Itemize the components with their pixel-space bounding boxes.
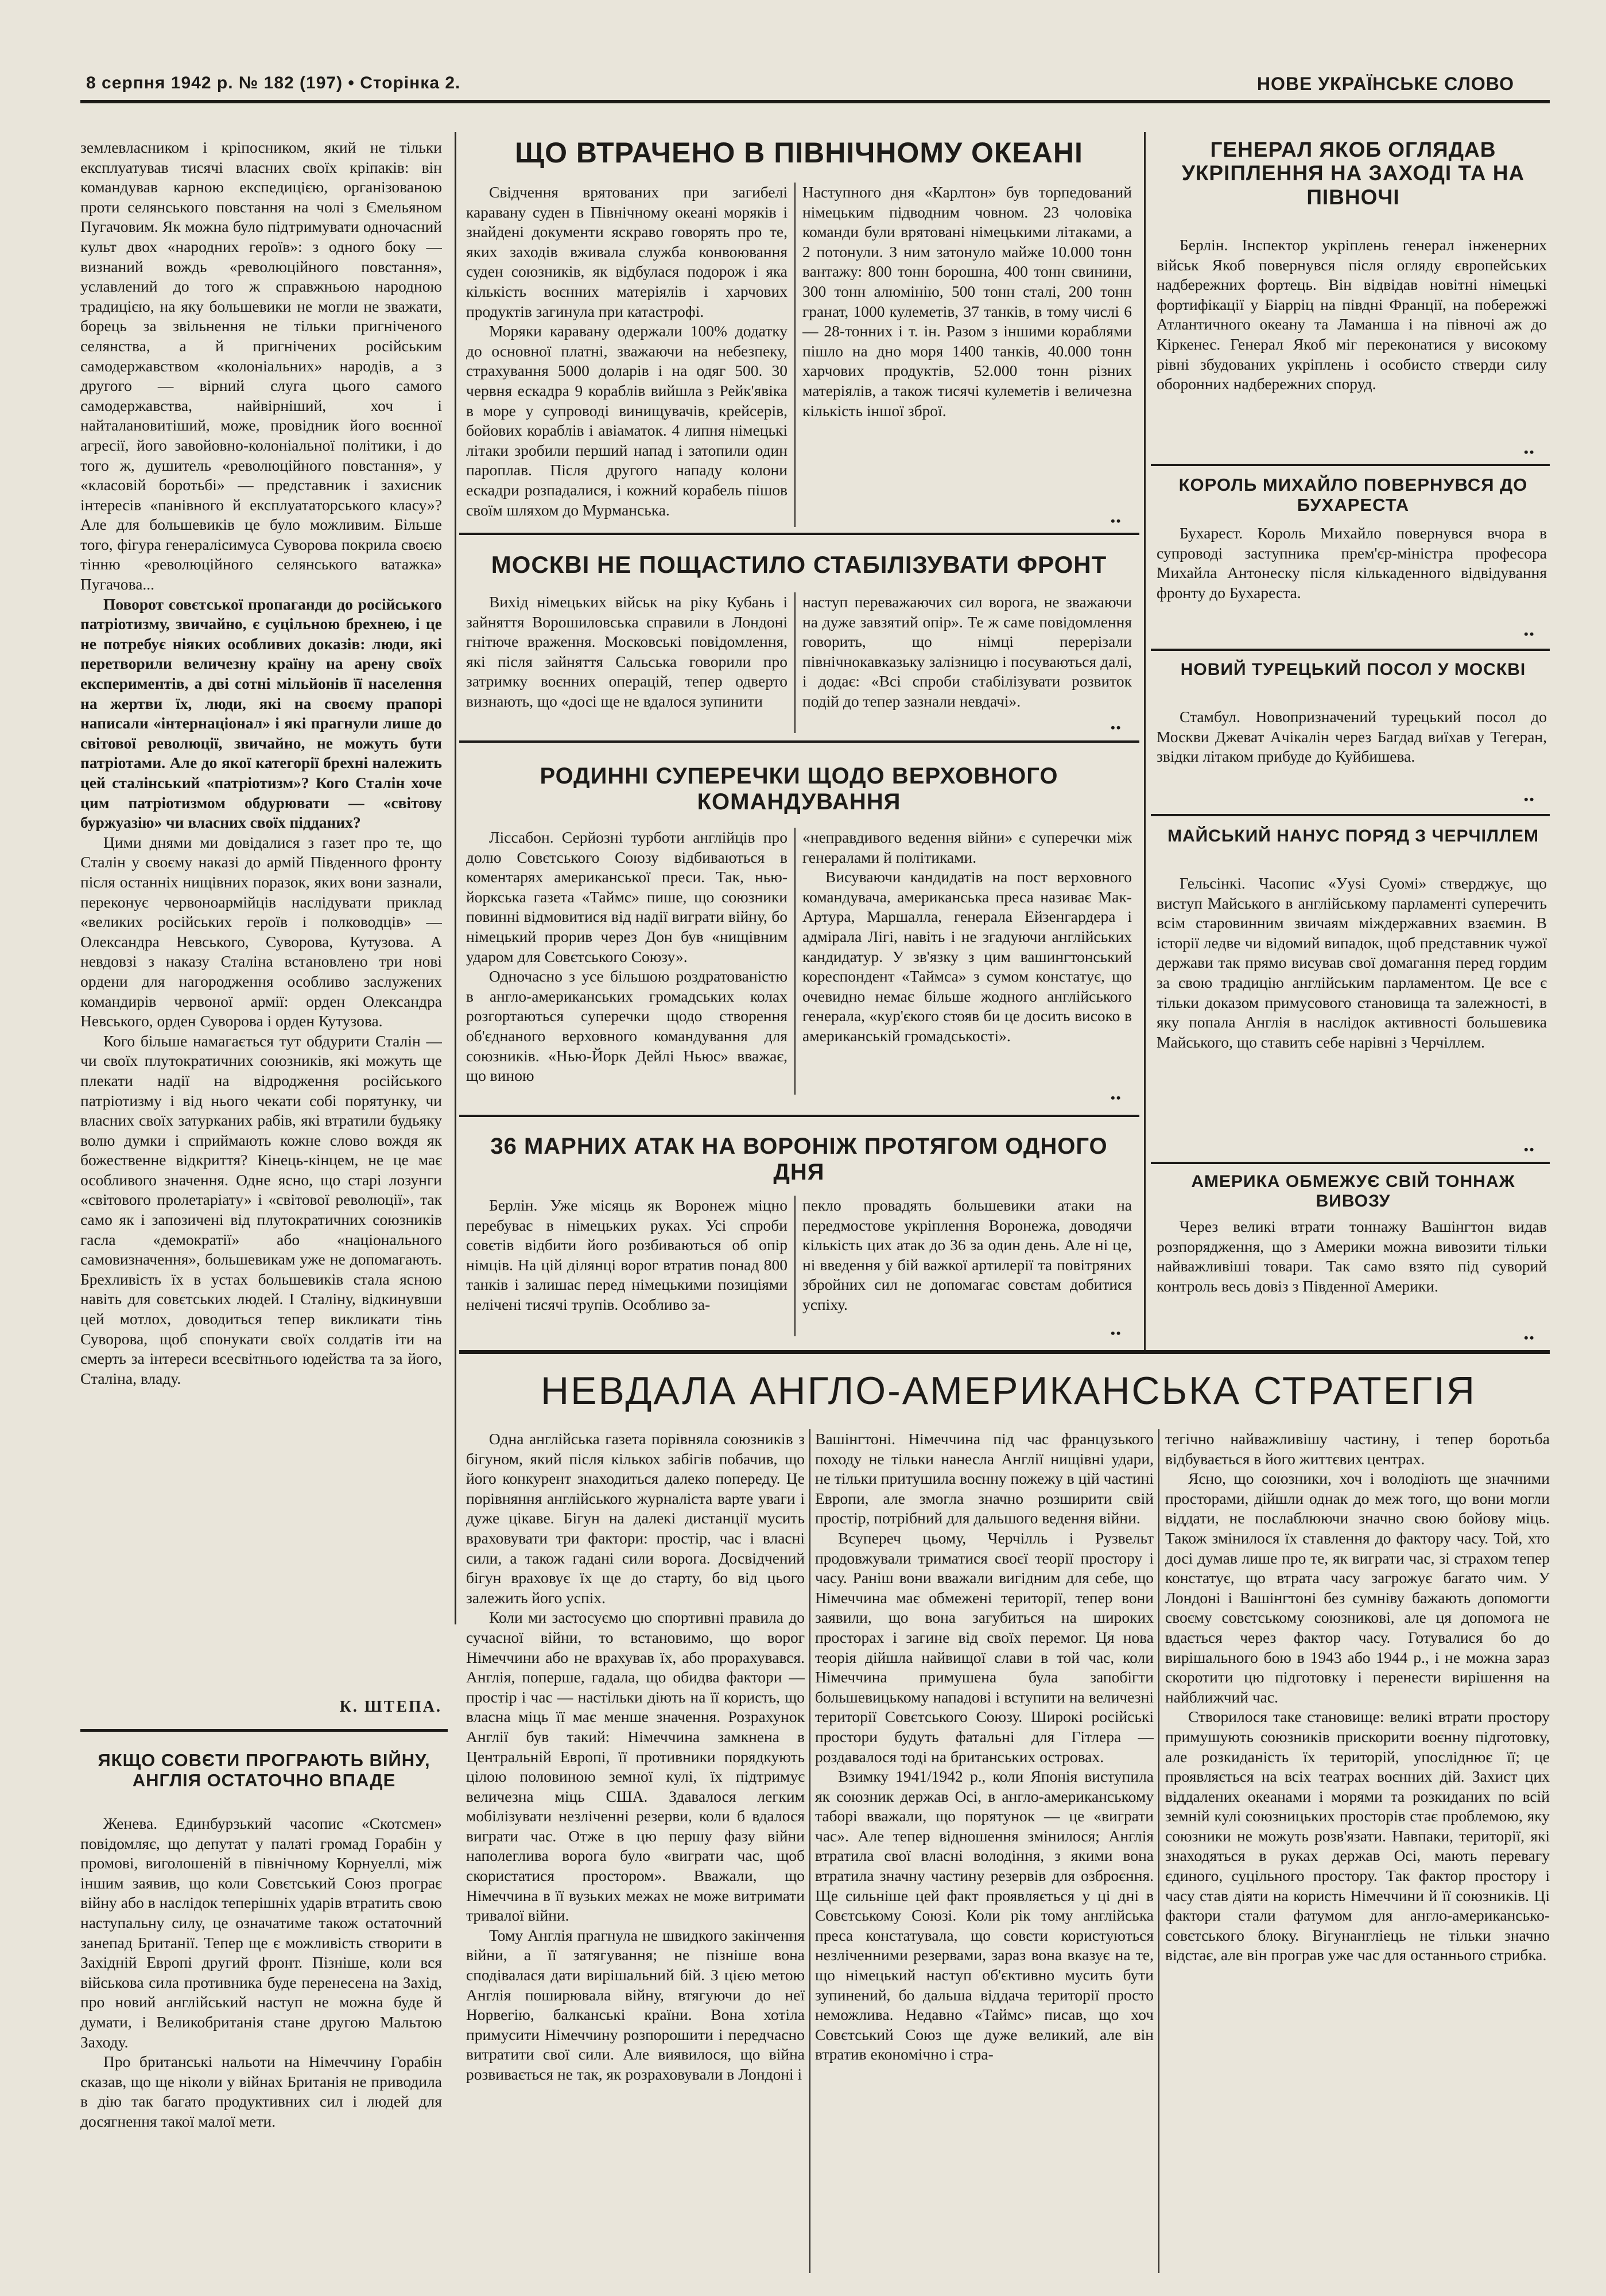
article-paragraph: Моряки каравану одержали 100% додатку до основної платні, зважаючи на небезпеку, страхування 5000 доларів і на одяг 500. 30 червня ескадра 9 кораблів вийшла з Рейк'явіка в море у супроводі винищувачів, крейсерів, бойових кораблів і авіаматок. 4 липня німецькі літаки зробили перший напад і затопили один пароплав. Після другого нападу колони ескадри розпадалися, і кожний корабель пішов своїм шляхом до Мурманська. — [466, 322, 788, 519]
article-voronezh-col1 — [466, 1196, 788, 1339]
column-divider-left — [455, 132, 456, 1624]
article-command-col1 — [466, 828, 788, 1097]
article-ocean-col2 — [802, 183, 1132, 527]
article-strategy-col3 — [1165, 1429, 1550, 2279]
article-paragraph: Висуваючи кандидатів на пост верховного командувача, американська преса називає Мак-Артура, Маршалла, генерала Ейзенгардера і адмірала Лігі, навіть і не згадуючи англійських кандидатур. У зв'язку з цим вашингтонський кореспондент «Таймса» з сумом констатує, що очевидно немає більше жодного англійського генерала, «кур'єкого стояв би це досить високо в американській громадськості». — [802, 868, 1132, 1045]
column-divider-right — [1144, 132, 1146, 1352]
article-moscow-col2 — [802, 592, 1132, 736]
inner-divider — [1158, 1429, 1159, 2273]
headline-strategy: НЕВДАЛА АНГЛО-АМЕРИКАНСЬКА СТРАТЕГІЯ — [541, 1369, 1476, 1413]
headline-command: РОДИННІ СУПЕРЕЧКИ ЩОДО ВЕРХОВНОГО КОМАНДУВАННЯ — [540, 763, 1058, 815]
article-paragraph: наступ переважаючих сил ворога, не зважаючи на дуже завзятий опір». Те ж саме повідомлення говорить, що німці перерізали північнокавказьку залізницю і посуваються далі, і додає: «Всі спроби стабілізувати розвиток подій до тепер зазнали невдачі». — [802, 593, 1132, 710]
article-mihai — [1157, 523, 1547, 627]
article-paragraph: Взимку 1941/1942 р., коли Японія виступила як союзник держав Осі, в англо-американському таборі вважали, що порятунок — це «виграти час». Але тепер відношення змінилося; Англія втратила свої власні володіння, з якими вона втратила значну частину резервів для озброєння. Ще сильніше цей факт проявляється у ці дні в Совєтському Союзі. Коли рік тому англійська преса констатувала, що совєти користуються незліченними резервами, зараз вона вказує на те, що німецький наступ об'єктивно мусить бути зупинений, бо дальша віддача території просто неможлива. Недавно «Таймс» писав, що хоч Совєтський Союз ще дуже великий, але він втратив економічно і стра- — [815, 1767, 1154, 2064]
article-paragraph: Створилося таке становище: великі втрати простору примушують союзників прискорити воєнну підготовку, але розкиданість їх територій, упосліднює її; це проявляється на всіх театрах воєнних дій. Захист цих віддалених океанами і морями та розкиданих по всій земній кулі союзницьких просторів стає проблемою, яку союзники не можуть розв'язати. Навпаки, території, які знаходяться в руках держав Осі, мають перевагу єдиного, суцільного простору. Так фактор простору і часу став діяти на користь Німеччини й її союзників. Ці фактори стали фатумом для англо-американсько-совєтського блоку. Вігунангліець не тільки значно відстає, але він програв уже час для останнього стрибка. — [1165, 1708, 1550, 1964]
article-voronezh-col2 — [802, 1196, 1132, 1339]
article-paragraph: Наступного дня «Карлтон» був торпедований німецьким підводним човном. 23 чоловіка команди були врятовані німецькими літаками, а 2 потонули. З ним затонуло майже 10.000 тонн вантажу: 800 тонн борошна, 400 тонн свинини, 300 тонн алюмінію, 500 тонн сталі, 200 тонн гранат, 1000 кулеметів, 37 танків, в тому числі 6 — 28-тонних і т. ін. Разом з іншими кораблями пішло на дно моря 1400 танків, 40.000 тонн харчових продуктів, 52.000 тонн різних матеріялів, а також тисячі кулеметів і величезна кількість іншої зброї. — [802, 183, 1132, 420]
article-paragraph: «неправдивого ведення війни» є суперечки між генералами й політиками. — [802, 828, 1132, 866]
end-mark: •• — [1524, 445, 1535, 459]
section-rule — [459, 1115, 1139, 1117]
article-paragraph: Кого більше намагається тут обдурити Сталін — чи своїх плутократичних союзників, які можуть ще плекати надії на відродження російського патріотизму і від нього чекати собі порятунку, чи власних своїх затурканих рабів, які втратили будьяку волю думки і сприймають кожне слово вождя як божественне відкриття? Кінець-кінцем, не це має особливого значення. Одне ясно, що старі лозунги «світового пролетаріату» і «світової революції», так само як і запозичені від плутократичних союзників гасла «демократії» або «національного самовизначення», большевикам уже не допомагають. Брехливість їх в устах большевиків стала ясною навіть для совєтських людей. І Сталіну, відкинувши цей мотлох, доводиться тепер викликати тінь Суворова, щоб спонукати своїх солдатів іти на смерть за інтереси всесвітнього юдейства та за його, Сталіна, владу. — [80, 1031, 442, 1387]
inner-divider — [794, 183, 796, 527]
end-mark: •• — [1111, 514, 1122, 528]
article-maisky — [1157, 874, 1547, 1155]
article-moscow-col1 — [466, 592, 788, 736]
article-jakob — [1157, 235, 1547, 465]
section-rule — [459, 740, 1139, 743]
article-paragraph: Вашінгтоні. Німеччина під час французького походу не тільки нанесла Англії нищівні удари, не тільки притушила воєнну пожежу в цій частині Европи, але змогла значно розширити свій простір, потрібний для дальшого ведення війни. — [815, 1430, 1154, 1527]
article-paragraph: Через великі втрати тоннажу Вашінгтон видав розпорядження, що з Америки можна вивозити тільки найважливіші товари. Так само взято під суворий контроль весь довіз з Південної Америки. — [1157, 1217, 1547, 1295]
inner-divider — [809, 1429, 810, 2273]
article-paragraph: Женева. Единбурзький часопис «Скотсмен» повідомляє, що депутат у палаті громад Горабін у промові, виголошеній в північному Корнуеллі, між іншим заявив, що коли Совєтський Союз програє війну або в наслідок теперішніх ударів втратить свою наступальну силу, це означатиме також остаточний занепад Британії. Тепер ще є можливість створити в Західній Европі другий фронт. Пізніше, коли вся військова сила противника буде перенесена на Захід, про новий англійський наступ не можна буде й думати, і Великобританія стане другою Мальтою Заходу. — [80, 1814, 442, 2051]
end-mark: •• — [1111, 720, 1122, 735]
end-mark: •• — [1111, 1091, 1122, 1105]
section-rule-heavy — [459, 1350, 1550, 1354]
headline-turkish-ambassador: НОВИЙ ТУРЕЦЬКИЙ ПОСОЛ У МОСКВІ — [1180, 660, 1526, 679]
article-paragraph: Берлін. Уже місяць як Воронеж міцно перебуває в німецьких руках. Усі спроби совєтів відбити його розбиваються об опір німців. На цій ділянці ворог втратив понад 800 танків і залишає перед німецькими позиціями нелічені тисячі трупів. Особливо за- — [466, 1196, 788, 1313]
article-paragraph: Ясно, що союзники, хоч і володіють ще значними просторами, дійшли однак до меж того, що вони могли віддати, не послаблюючи значно свою бойову міць. Також змінилося їх ставлення до фактору часу. Той, хто досі думав лише про те, як виграти час, зі страхом тепер констатує, що втрата часу загрожує багато чим. У Лондоні і Вашінгтоні без сумніву бажають допомогти своєму совєтському союзникові, але ця допомога не вдається через фактор часу. Готувалися бо до вирішального бою в 1943 або 1944 р., і не можна зараз скоротити цю підготовку і перенести вирішення на найближчий час. — [1165, 1469, 1550, 1706]
article-paragraph: Свідчення врятованих при загибелі каравану суден в Північному океані моряків і знайдені документи яскраво говорять про те, яких заходів вживала служба конвоювання суден союзників, як відбулася подорож і яка кількість воєнних матеріялів і харчових продуктів загинула при катастрофі. — [466, 183, 788, 320]
article-britain-body — [80, 1814, 442, 2273]
article-paragraph: Тому Англія прагнула не швидкого закінчення війни, а її затягування; не пізніше вона сподівалася дати вирішальний бій. З цією метою Англія поширювала війну, втягуючи до неї Норвегію, балканські країни. Вона хотіла примусити Німеччину розпорошити і передчасно витратити свої сили. Але виявилося, що війна розвивається не так, як розраховували в Лондоні і — [466, 1926, 805, 2083]
section-rule — [1151, 464, 1550, 466]
article-paragraph: пекло провадять большевики атаки на передмостове укріплення Воронежа, доводячи кількість цих атак до 36 за один день. Але ні це, ні введення у бій важкої артилерії та повітряних збройних сил не допомагає совєтам добитися успіху. — [802, 1196, 1132, 1313]
headline-voronezh: 36 МАРНИХ АТАК НА ВОРОНІЖ ПРОТЯГОМ ОДНОГО ДНЯ — [490, 1134, 1108, 1185]
article-paragraph: Бухарест. Король Михайло повернувся вчора в супроводі заступника прем'єр-міністра професора Михайла Антонеску після кількаденного відвідування фронту до Бухареста. — [1157, 524, 1547, 602]
author-signature: К. ШТЕПА. — [339, 1698, 442, 1716]
end-mark: •• — [1524, 627, 1535, 641]
inner-divider — [794, 828, 796, 1095]
headline-ocean: ЩО ВТРАЧЕНО В ПІВНІЧНОМУ ОКЕАНІ — [515, 137, 1083, 169]
article-paragraph: Гельсінкі. Часопис «Ууsі Суомі» стверджує, що виступ Майського в англійському парламенті суперечить всім старовинним звичаям міждержавних взаємин. В історії ледве чи відомий випадок, щоб представник чужої держави так прямо висував свої домагання перед гордим за свою традицію англійським парламентом. Це все є тільки доказом примусового становища та залежності, в яку попала Англія в наслідок активності большевика Майського, що ставить себе нарівні з Черчіллем. — [1157, 874, 1547, 1051]
end-mark: •• — [1524, 1142, 1535, 1157]
left-column-article — [80, 138, 442, 1722]
article-paragraph: землевласником і кріпосником, який не тільки експлуатував тисячі власних своїх кріпаків: він командував карною експедицією, організованою проти селянського повстання на чолі з Ємельяном Пугачовим. Як можна було підтримувати одночасний культ двох «народних героїв»: з одного боку — визнаний вождь «революційного повстання», уславлений до того ж справжньою народною традицією, на яку большевики не могли не зважати, борець за звільнення не тільки пригніченого селянства, а й пригнічених російським самодержавством «колоніальних» народів, а з другого — вірний слуга цього самого самодержавства, найвірніший, хоч і найталановитіший, може, провідник його воєнної агресії, його завойовно-колоніальної політики, і до того ж, душитель «революційного повстання», у «класовій боротьбі» — представник і захисник інтересів «панівного й експлуататорського класу»? Але для большевиків це було можливим. Більше того, фігура генералісимуса Суворова покрила своєю тінню «революційного селянського ватажка» Пугачова... — [80, 138, 442, 594]
inner-divider — [794, 592, 796, 733]
article-paragraph: Стамбул. Новопризначений турецький посол до Москви Джеват Ачікалін через Багдад виїхав у Тегеран, звідки літаком прибуде до Куйбишева. — [1157, 708, 1547, 766]
header-rule — [80, 100, 1550, 103]
newspaper-name: НОВЕ УКРАЇНСЬКЕ СЛОВО — [1256, 73, 1514, 94]
headline-moscow: МОСКВІ НЕ ПОЩАСТИЛО СТАБІЛІЗУВАТИ ФРОНТ — [491, 551, 1107, 578]
inner-divider — [794, 1196, 796, 1336]
section-rule — [1151, 814, 1550, 816]
article-paragraph: Ліссабон. Серйозні турботи англійців про долю Совєтського Союзу відбиваються в коментарях американської преси. Так, нью-йоркська газета «Таймс» пише, що союзники повинні відмовитися від надії виграти війну, бо німецький прорив через Дон був «нищівним ударом для Совєтського Союзу». — [466, 828, 788, 965]
headline-mihai: КОРОЛЬ МИХАЙЛО ПОВЕРНУВСЯ ДО БУХАРЕСТА — [1178, 475, 1528, 515]
article-strategy-col1 — [466, 1429, 805, 2279]
article-paragraph: Цими днями ми довідалися з газет про те, що Сталін у своєму наказі до армій Південного фронту після останніх нищівних поразок, яких вони зазнали, переконує червоноармійців наслідувати приклад «великих російських героїв і полководців» — Олександра Невського, Суворова, Кутузова. А невдовзі з наказу Сталіна встановлено три нові ордени для нагородження особливо заслужених командирів червоної армії: орден Олександра Невського, орден Суворова і орден Кутузова. — [80, 833, 442, 1030]
article-paragraph: Вихід німецьких військ на ріку Кубань і зайняття Ворошиловська справили в Лондоні гнітюче враження. Московські повідомлення, які після зайняття Сальська говорили про затримку воєнних операцій, тепер одверто визнають, що «досі ще не вдалося зупинити — [466, 593, 788, 710]
article-command-col2 — [802, 828, 1132, 1097]
article-paragraph: Про британські нальоти на Німеччину Горабін сказав, що ще ніколи у війнах Британія не приводила в дію так багато продуктивних сил і людей для досягнення такої малої мети. — [80, 2053, 442, 2130]
end-mark: •• — [1524, 1331, 1535, 1345]
article-paragraph: Коли ми застосуємо цю спортивні правила до сучасної війни, то встановимо, що ворог Німеччини або не врахував їх, або прорахувався. Англія, поперше, гадала, що обидва фактори — простір і час — настільки діють на її користь, що власна міць її має менше значення. Розрахунок Англії був такий: Німеччина замкнена в Центральній Европі, її противники порядкують цілою половиною земної кулі, їх підтримує величезна міць США. Здавалося легким мобілізувати незліченні резерви, коли б вдалося виграти час. Отже в цю першу фазу війни наполеглива ворога було «виграти час, щоб скористатися простором». Вважали, що Німеччина в її вузьких межах не може витримати тривалої війни. — [466, 1608, 805, 1925]
headline-britain: ЯКЩО СОВЄТИ ПРОГРАЮТЬ ВІЙНУ, АНГЛІЯ ОСТАТОЧНО ВПАДЕ — [98, 1750, 430, 1790]
headline-jakob: ГЕНЕРАЛ ЯКОБ ОГЛЯДАВ УКРІПЛЕННЯ НА ЗАХОДІ ТА НА ПІВНОЧІ — [1181, 138, 1525, 209]
section-rule — [80, 1729, 448, 1732]
end-mark: •• — [1111, 1326, 1122, 1340]
article-paragraph: Берлін. Інспектор укріплень генерал інженерних військ Якоб повернувся після огляду європейських надбережних фортець. Він відвідав новітні німецькі фортифікації у Біарріц на півдні Франції, на побережжі Атлантичного океану та Ламанша і на півночі аж до Кіркенес. Генерал Якоб міг переконатися у високому рівні збудованих укріплень і особисто стверди силу оборонних надбережних споруд. — [1157, 236, 1547, 393]
article-tonnage — [1157, 1217, 1547, 1337]
article-paragraph: Всупереч цьому, Черчілль і Рузвельт продовжували триматися своєї теорії простору і часу. Раніш вони вважали вигідним для себе, що Німеччина має обмежені території, тепер вони заявили, що вона загубиться на широких просторах і загине від своїх перемог. Ця нова теорія дійшла найвищої слави в той час, коли Німеччина примушена була запобігти большевицькому нападові і вступити на величезні території Совєтського Союзу. Широкі російські простори будуть фатальні для Гітлера — роздавалося тоді на британських островах. — [815, 1529, 1154, 1766]
end-mark: •• — [1524, 792, 1535, 806]
headline-tonnage: АМЕРИКА ОБМЕЖУЄ СВІЙ ТОННАЖ ВИВОЗУ — [1191, 1172, 1515, 1211]
article-strategy-col2 — [815, 1429, 1154, 2279]
section-rule — [1151, 649, 1550, 651]
article-paragraph: Одна англійська газета порівняла союзників з бігуном, який після кількох забігів побачив, що його конкурент знаходиться далеко попереду. Це порівняння англійського журналіста варте уваги і дуже цікаве. Бігун на далекі дистанції мусить враховувати три фактори: простір, час і власні сили, а також гадані сили ворога. Досвідчений бігун враховує їх ще до старту, бо від цього залежить його успіх. — [466, 1430, 805, 1607]
section-rule — [459, 533, 1139, 535]
headline-maisky: МАЙСЬКИЙ НАНУС ПОРЯД З ЧЕРЧІЛЛЕМ — [1167, 827, 1539, 846]
article-paragraph-bold: Поворот совєтської пропаганди до російського патріотизму, звичайно, є суцільною брехнею, і це не потребує ніяких особливих доказів: люди, які перетворили величезну країну на арену своїх експериментів, а дві сотні мільйонів її населення на жертви їх, люди, які на своєму прапорі написали «інтернаціонал» і які прагнули лише до світової революції, звичайно, не можуть бути патріотами. Але до якої категорії брехні належить цей сталінський «патріотизм»? Кого Сталін хоче цим патріотизмом обдурювати — «світову буржуазію» чи власних своїх підданих? — [80, 595, 442, 832]
article-turkish-ambassador — [1157, 707, 1547, 793]
article-ocean-col1 — [466, 183, 788, 527]
issue-line: 8 серпня 1942 р. № 182 (197) • Сторінка 2. — [86, 73, 461, 92]
article-paragraph: тегічно найважливішу частину, і тепер боротьба відбувається в його життєвих центрах. — [1165, 1430, 1550, 1468]
section-rule — [1151, 1162, 1550, 1164]
article-paragraph: Одночасно з усе більшою роздратованістю в англо-американських громадських колах розгортаються суперечки щодо створення об'єднаного верховного командування для союзників. «Нью-Йорк Дейлі Ньюс» вважає, що виною — [466, 967, 788, 1085]
